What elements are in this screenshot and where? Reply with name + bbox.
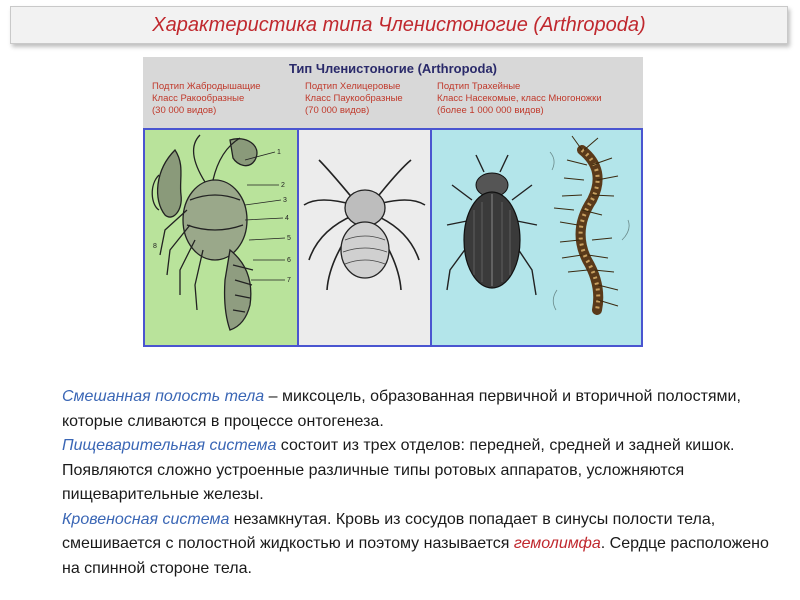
subtype-crustacea-caption [152,81,261,117]
term-body-cavity: Смешанная полость тела [62,388,265,405]
crayfish-panel [145,130,299,345]
spider-illustration [299,130,430,345]
paragraph-body-cavity [34,385,774,434]
paragraph-text: – миксоцель, образованная первичной и вторичной полостями, которые сливаются в процессе онтогенеза. [62,388,741,430]
spider-panel [299,130,432,345]
slide-title: Характеристика типа Членистоногие (Arthropoda) [152,13,646,36]
subtype-tracheata-caption [437,81,602,117]
crayfish-illustration [145,130,297,345]
class-name: Класс Насекомые, класс Многоножки [437,93,602,104]
crayfish-label: 7 [287,277,291,284]
crayfish-label: 1 [277,149,281,156]
insect-myriapod-panel [432,130,641,345]
slide-title-bar [10,6,788,44]
crayfish-label: 6 [287,257,291,264]
paragraph-circulatory-system [34,508,774,582]
term-hemolymph: гемолимфа [513,535,601,552]
class-name: Класс Паукообразные [305,93,403,104]
paragraph-text: состоит из трех отделов: передней, средней и задней кишок. Появляются сложно устроенные различные типы ротовых аппаратов, усложняются пищеварительные железы. [62,437,735,503]
figure-title: Тип Членистоногие (Arthropoda) [288,61,498,76]
paragraph-digestive-system [34,434,774,508]
beetle-centipede-illustration [432,130,641,345]
subtype-name: Подтип Трахейные [437,81,521,92]
paragraph-text: . Сердце расположено на спинной стороне тела. [62,535,769,577]
term-circulatory-system: Кровеносная система [62,510,230,528]
crayfish-label: 5 [287,235,291,242]
crayfish-label: 3 [283,197,287,204]
species-count: (более 1 000 000 видов) [437,105,544,116]
subtype-chelicerata-caption [305,81,403,117]
subtype-name: Подтип Жабродышащие [152,81,261,92]
crayfish-label: 4 [285,215,289,222]
description-text [34,385,774,581]
species-count: (70 000 видов) [305,105,370,116]
illustration-panels [143,128,643,347]
paragraph-text: незамкнутая. Кровь из сосудов попадает в синусы полости тела, смешивается с полостной жидкостью и поэтому называется [62,510,716,552]
arthropoda-figure [143,57,643,347]
crayfish-label: 2 [281,182,285,189]
subtype-name: Подтип Хелицеровые [305,81,401,92]
class-name: Класс Ракообразные [152,93,245,104]
species-count: (30 000 видов) [152,105,217,116]
crayfish-label: 8 [153,243,157,250]
term-digestive-system: Пищеварительная система [62,437,277,454]
